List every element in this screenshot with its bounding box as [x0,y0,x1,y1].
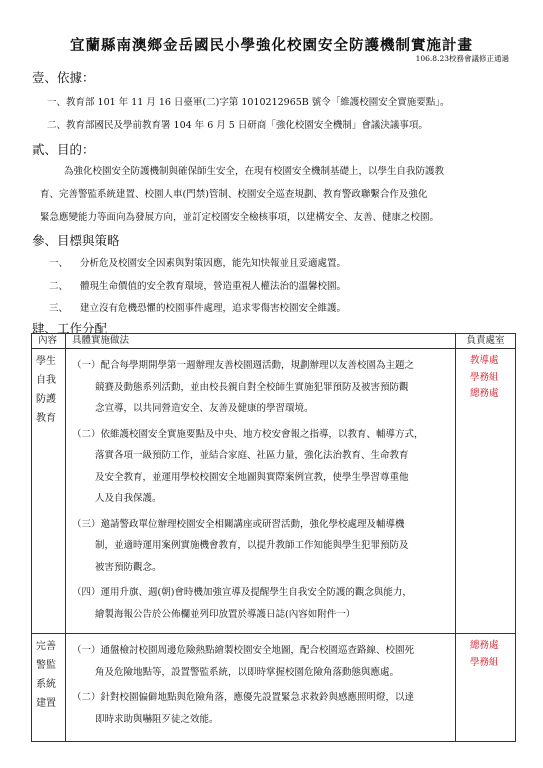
office-label: 教導處 [470,355,499,366]
category-text: 系統 [36,679,56,690]
goal-number: 二、 [49,281,69,292]
goal-number: 一、 [49,258,69,269]
section-goals-heading: 參、目標與策略 [32,233,120,248]
practice-item [72,355,449,420]
practice-cell [66,349,456,634]
practice-item [72,582,449,625]
office-label: 學務組 [470,656,499,668]
goal-number: 三、 [49,303,69,314]
practice-line: （二）針對校園偏僻地點與危險角落，應優先設置緊急求救鈴與感應照明燈，以達 [72,692,415,703]
practice-line: 即時求助與嚇阻歹徒之效能。 [95,713,219,725]
practice-line: （三）邀請警政單位辦理校園安全相關講座或研習活動，強化學校處理及輔導機 [72,518,405,530]
office-label: 學務組 [470,371,499,383]
goal-text: 建立沒有危機恐懼的校園事件處理，追求零傷害校園安全維護。 [80,303,347,314]
section-work-heading: 肆、工作分配 [32,321,108,336]
basis-item-1: 一、教育部 101 年 11 月 16 日臺軍(二)字第 1010212965B 號令「維護校園安全實施要點」。 [47,97,450,108]
category-cell [32,349,66,634]
practice-line: （一）通盤檢討校園周邊危險熱點繪製校園安全地圖，配合校園巡查路線、校園死 [72,645,415,656]
category-text: 教育 [36,413,56,424]
practice-line: 人及自我保護。 [95,493,162,504]
category-text: 警監 [36,660,56,671]
practice-line: （一）配合每學期開學第一週辦理友善校園週活動，規劃辦理以友善校園為主題之 [72,360,415,371]
category-text: 完善 [36,641,56,652]
table-row [32,634,516,742]
practice-line: （二）依維護校園安全實施要點及中央、地方校安會報之指導，以教育、輔導方式， [72,428,424,440]
practice-item [72,424,449,510]
basis-item-2: 二、教育部國民及學前教育署 104 年 6 月 5 日研商「強化校園安全機制」會議決議事項。 [47,120,428,131]
header-practice: 具體實施做法 [66,334,456,349]
practice-item [72,514,449,579]
purpose-line-1: 為強化校園安全防護機制與確保師生安全，在現有校園安全機制基礎上，以學生自我防護教 [64,166,445,177]
header-content: 內容 [32,334,66,349]
office-label: 總務處 [470,640,499,651]
category-cell [32,634,66,742]
category-text: 建置 [36,698,56,709]
practice-line: 落實各項一級預防工作，並結合家庭、社區力量，強化法治教育、生命教育 [95,450,409,461]
office-cell [456,349,516,634]
office-cell [456,634,516,742]
category-text: 學生 [36,356,56,367]
practice-line: 角及危險地點等，設置警監系統，以即時掌握校園危險角落動態與應處。 [95,666,400,678]
goal-text: 分析危及校園安全因素與對策因應，能先知快報並且妥適處置。 [80,258,347,269]
practice-line: 制，並適時運用案例實施機會教育，以提升教師工作知能與學生犯罪預防及 [95,540,409,551]
practice-cell [66,634,456,742]
purpose-line-3: 緊急應變能力等面向為發展方向，並訂定校園安全檢核事項，以建構安全、友善、健康之校園。 [40,212,440,223]
practice-item [72,687,449,730]
approval-date-note: 106.8.23校務會議修正通過 [415,54,509,63]
category-text: 自我 [36,375,56,386]
work-assignment-table [31,333,516,742]
practice-line: 競賽及動態系列活動，並由校長親自對全校師生實施犯罪預防及被害預防觀 [95,381,409,393]
practice-line: （四）運用升旗、週(朝)會時機加強宣導及提醒學生自我安全防護的觀念與能力， [72,587,412,598]
document-title: 宜蘭縣南澳鄉金岳國民小學強化校園安全防護機制實施計畫 [70,37,473,54]
table-row [32,349,516,634]
table-header-row [32,334,516,349]
practice-item [72,640,449,683]
category-text: 防護 [36,394,56,405]
goal-text: 體現生命價值的安全教育環境，營造重視人權法治的溫馨校園。 [80,281,347,292]
office-label: 總務處 [470,388,499,399]
practice-line: 被害預防觀念。 [95,561,162,573]
header-office: 負責處室 [456,334,516,349]
practice-line: 念宣導，以共同營造安全、友善及健康的學習環境。 [95,403,314,414]
practice-line: 繪製海報公告於公佈欄並列印放置於導護日誌(內容如附件一） [95,608,356,620]
purpose-line-2: 育、完善警監系統建置、校園人車(門禁)管制、校園安全巡查規劃、教育警政聯繫合作及強化 [40,189,428,200]
section-purpose-heading: 貳、目的： [32,142,95,157]
section-basis-heading: 壹、依據： [32,70,95,85]
practice-line: 及安全教育，並運用學校校園安全地圖與實際案例宣教，使學生學習尊重他 [95,471,409,483]
